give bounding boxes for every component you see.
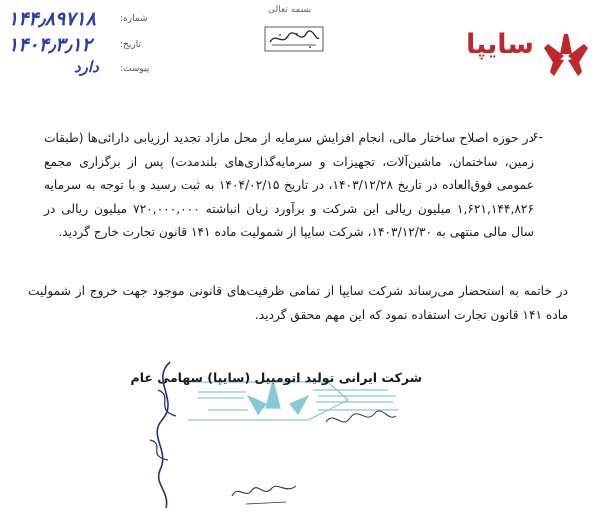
calligraphy-motto-emblem: [264, 26, 324, 52]
company-name: شرکت ایرانی تولید اتومبیل (سایپا) سهامی عام: [130, 370, 422, 385]
attachment-handwritten: دارد: [74, 60, 99, 76]
number-label: شماره:: [120, 14, 148, 24]
item-number: ۶-: [532, 130, 543, 144]
saipa-logo-text: سایپا: [466, 29, 534, 60]
initials-scribble: [320, 400, 400, 440]
attachment-label: پیوست:: [120, 64, 150, 74]
paragraph-conclusion: در خاتمه به استحضار می‌رساند شرکت سایپا از تمامی ظرفیت‌های قانونی موجود جهت خروج از شمولیت ماده ۱۴۱ قانون تجارت استفاده نمود که این مهم محقق گردید.: [28, 284, 568, 322]
bottom-initials: [226, 470, 306, 510]
date-label: تاریخ:: [120, 40, 141, 50]
handwritten-signature: [140, 360, 200, 510]
bismillah-heading: بسمه تعالی: [268, 5, 312, 15]
paragraph-financial-restructuring: در حوزه اصلاح ساختار مالی، انجام افزایش سرمایه از محل مازاد تجدید ارزیابی دارائی‌ها (طبقات زمین، ساختمان، ماشین‌آلات، تجهیزات و سرمایه‌گذاری‌های بلندمدت) پس از برگزاری مجمع عمومی فوق‌العاده در تاریخ ۱۴۰۳/۱۲/۲۸، در تاریخ ۱۴۰۴/۰۲/۱۵ به ثبت رسید و با توجه به سرمایه ۱,۶۲۱,۱۴۴,۸۲۶ میلیون ریالی این شرکت و برآورد زیان انباشته ۷۲۰,۰۰۰,۰۰۰ میلیون ریالی در سال مالی منتهی به ۱۴۰۳/۱۲/۳۰، شرکت سایپا از شمولیت ماده ۱۴۱ قانون تجارت خارج گردید.: [44, 131, 534, 239]
letter-number-handwritten: ۱۴۴٫۸۹۷۱۸: [8, 9, 96, 30]
letter-date-handwritten: ۱۴۰۴٫۳٫۱۲: [8, 35, 92, 56]
saipa-emblem-icon: [542, 32, 590, 80]
